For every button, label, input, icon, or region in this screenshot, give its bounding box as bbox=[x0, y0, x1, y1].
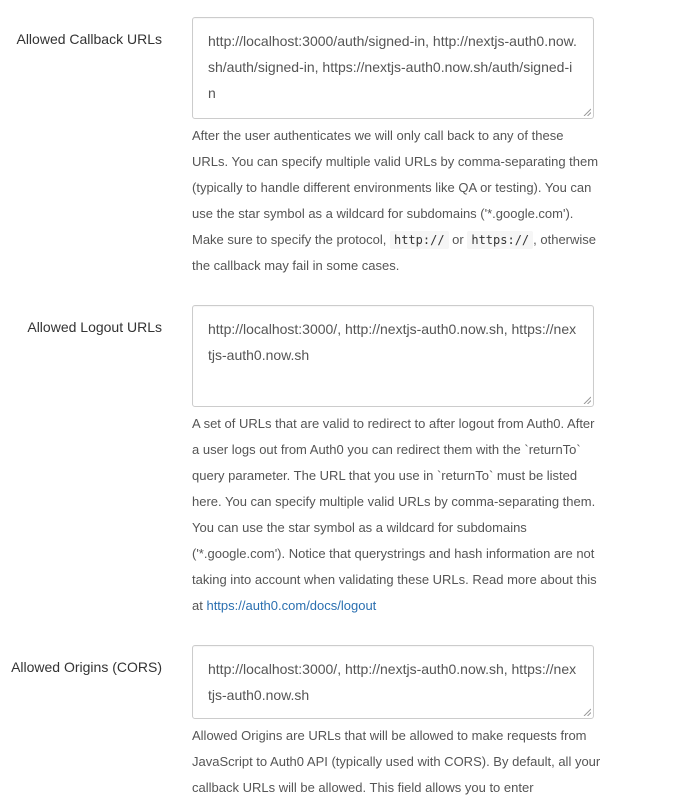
protocol-http-code: http:// bbox=[390, 231, 449, 249]
resize-grip-icon[interactable] bbox=[583, 708, 591, 716]
logout-docs-link[interactable]: https://auth0.com/docs/logout bbox=[206, 598, 377, 613]
resize-grip-icon[interactable] bbox=[583, 108, 591, 116]
allowed-origins-textarea[interactable] bbox=[192, 645, 594, 719]
callback-urls-textarea[interactable] bbox=[192, 17, 594, 119]
logout-urls-help bbox=[192, 411, 602, 619]
allowed-origins-value: http://localhost:3000/, http://nextjs-auth0.now.sh, https://nextjs-auth0.now.sh bbox=[208, 661, 577, 703]
callback-urls-label: Allowed Callback URLs bbox=[16, 31, 162, 47]
protocol-https-code: https:// bbox=[467, 231, 533, 249]
logout-urls-value: http://localhost:3000/, http://nextjs-auth0.now.sh, https://nextjs-auth0.now.sh bbox=[208, 321, 577, 363]
callback-help-text: After the user authenticates we will only call back to any of these URLs. You can specify multiple valid URLs by comma-separating them (typically to handle different environments like QA or testing). You can use the star symbol as a wildcard for subdomains ('*.google.com'). Make sure to specify the protocol, bbox=[192, 128, 599, 247]
allowed-origins-help: Allowed Origins are URLs that will be allowed to make requests from JavaScript to Auth0 API (typically used with CORS). By default, all your callback URLs will be allowed. This field allows you to enter bbox=[192, 728, 601, 795]
callback-urls-value: http://localhost:3000/auth/signed-in, http://nextjs-auth0.now.sh/auth/signed-in, https://nextjs-auth0.now.sh/auth/signed-in bbox=[208, 33, 577, 101]
callback-urls-help bbox=[192, 123, 602, 279]
resize-grip-icon[interactable] bbox=[583, 396, 591, 404]
callback-help-or: or bbox=[448, 232, 468, 247]
callback-help-text-end: , otherwise the callback may fail in some cases. bbox=[192, 232, 597, 273]
logout-help-text: A set of URLs that are valid to redirect to after logout from Auth0. After a user logs out from Auth0 you can redirect them with the `returnTo` query parameter. The URL that you use in `returnTo` must be listed here. You can specify multiple valid URLs by comma-separating them. You can use the star symbol as a wildcard for subdomains ('*.google.com'). Notice that querystrings and hash information are not taking into account when validating these URLs. Read more about this at bbox=[192, 416, 597, 613]
logout-urls-textarea[interactable] bbox=[192, 305, 594, 407]
logout-urls-label: Allowed Logout URLs bbox=[27, 319, 162, 335]
allowed-origins-label: Allowed Origins (CORS) bbox=[11, 659, 162, 675]
